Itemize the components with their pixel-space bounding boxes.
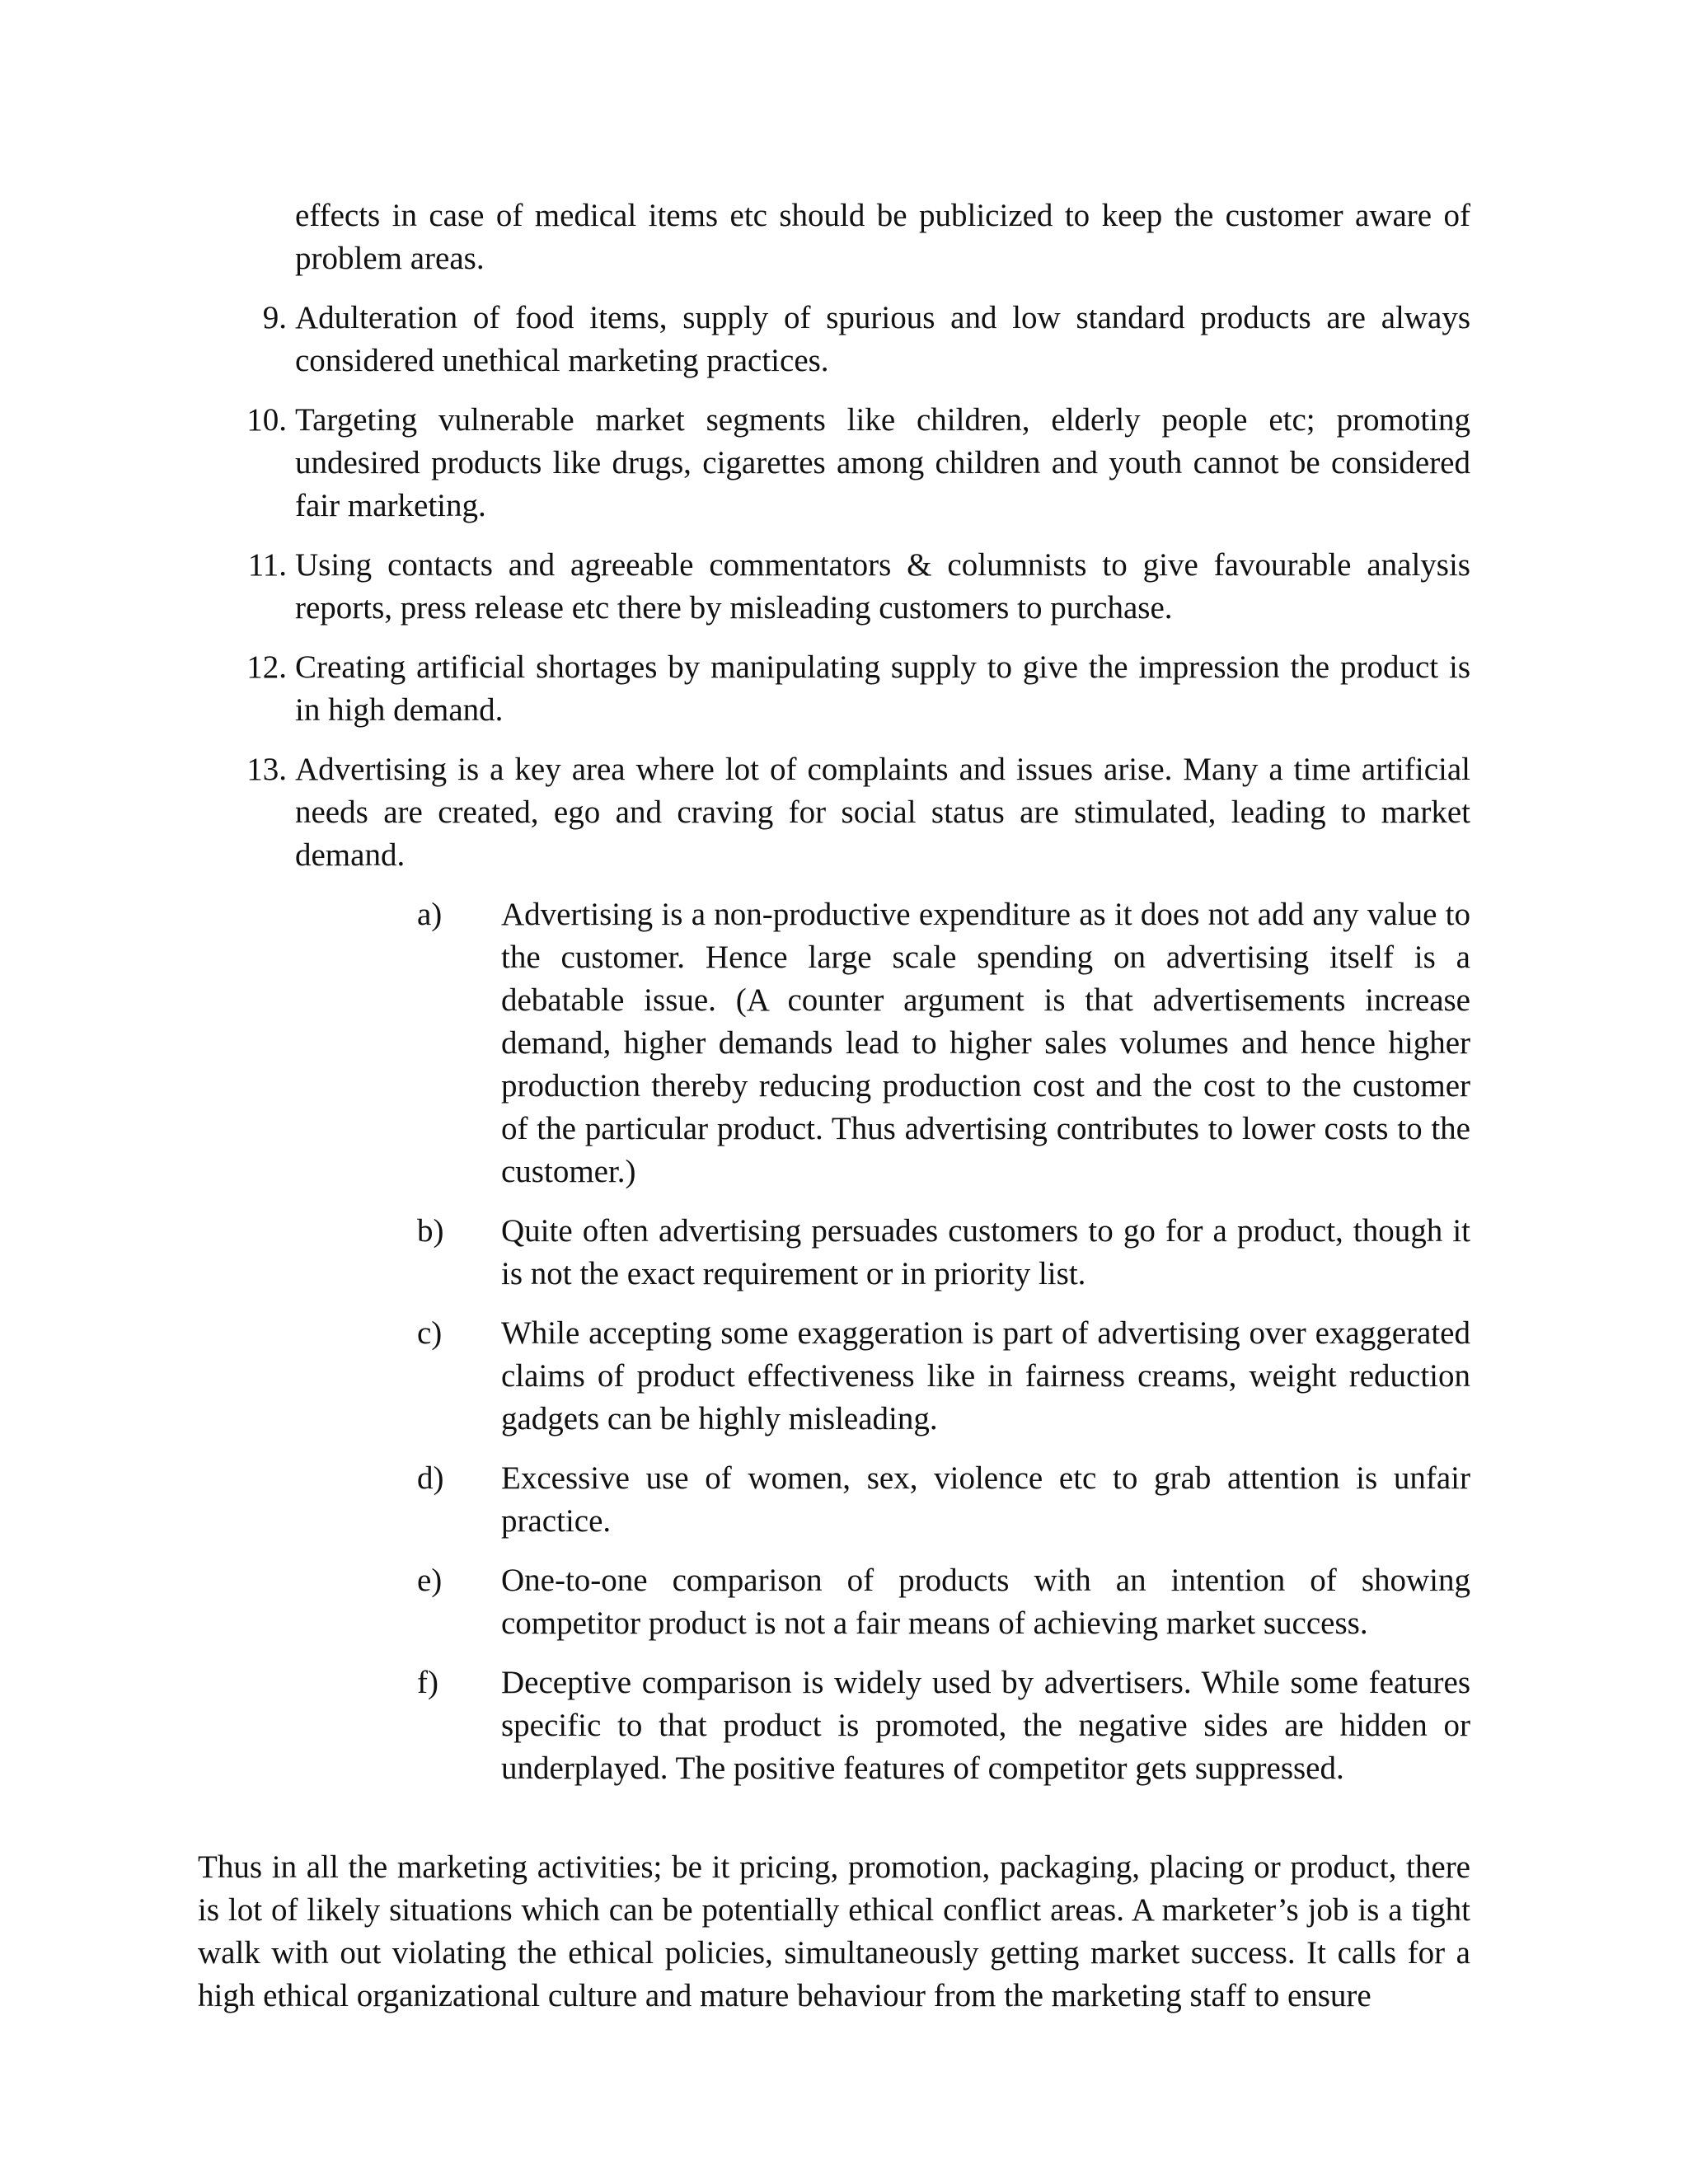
list-item-number: 11.: [247, 547, 287, 583]
sub-item-marker: e): [417, 1563, 443, 1598]
sub-item-text: Advertising is a non-productive expenditure as it does not add any value to the customer. Hence large scale spending on advertising itself is a debatable issue. (A counter argument is that advertisements increase demand, higher demands lead to higher sales volumes and hence higher production thereby reducing production cost and the cost to the customer of the particular product. Thus advertising contributes to lower costs to the customer.): [501, 897, 1470, 1189]
list-item-text: Using contacts and agreeable commentators & columnists to give favourable analysis reports, press release etc there by misleading customers to purchase.: [295, 547, 1470, 626]
sub-item-text: Deceptive comparison is widely used by advertisers. While some features specific to that product is promoted, the negative sides are hidden or underplayed. The positive features of competitor gets suppressed.: [501, 1665, 1470, 1786]
list-item-text: Targeting vulnerable market segments like children, elderly people etc; promoting undesired products like drugs, cigarettes among children and youth cannot be considered fair marketing.: [295, 402, 1470, 523]
sub-list-item: [295, 1210, 1470, 1296]
list-item-advertising: [198, 748, 1470, 1790]
sub-item-marker: c): [417, 1315, 443, 1351]
list-item-number: 13.: [246, 752, 287, 787]
list-item-text: Advertising is a key area where lot of complaints and issues arise. Many a time artificial needs are created, ego and craving for social status are stimulated, leading to market demand.: [295, 752, 1470, 873]
list-item: [198, 646, 1470, 732]
sub-item-marker: d): [417, 1460, 444, 1496]
list-item: [198, 399, 1470, 527]
sub-list-item: [295, 1457, 1470, 1543]
sub-list-item: [295, 1559, 1470, 1645]
list-item: [198, 544, 1470, 630]
sub-item-text: Excessive use of women, sex, violence etc to grab attention is unfair practice.: [501, 1460, 1470, 1539]
page-content: [198, 194, 1470, 2018]
list-item: [198, 297, 1470, 382]
continued-paragraph: effects in case of medical items etc should be publicized to keep the customer aware of problem areas.: [295, 198, 1470, 276]
list-item-number: 10.: [246, 402, 287, 438]
sub-item-text: While accepting some exaggeration is part of advertising over exaggerated claims of product effectiveness like in fairness creams, weight reduction gadgets can be highly misleading.: [501, 1315, 1470, 1436]
list-item-text: Creating artificial shortages by manipulating supply to give the impression the product is in high demand.: [295, 649, 1470, 728]
sub-item-text: Quite often advertising persuades customers to go for a product, though it is not the exact requirement or in priority list.: [501, 1213, 1470, 1291]
sub-item-marker: a): [417, 897, 443, 932]
conclusion-paragraph: Thus in all the marketing activities; be it pricing, promotion, packaging, placing or product, there is lot of likely situations which can be potentially ethical conflict areas. A marketer’s job is a tight walk with out violating the ethical policies, simultaneously getting market success. It calls for a high ethical organizational culture and mature behaviour from the marketing staff to ensure: [198, 1849, 1470, 2013]
sub-item-marker: b): [417, 1213, 444, 1249]
sub-list-item: [295, 1312, 1470, 1441]
numbered-list: [198, 297, 1470, 1790]
sub-item-text: One-to-one comparison of products with an intention of showing competitor product is not a fair means of achieving market success.: [501, 1563, 1470, 1641]
sub-list-item: [295, 1661, 1470, 1790]
sub-list: [295, 893, 1470, 1790]
list-item-number: 9.: [262, 300, 287, 335]
list-item-text: Adulteration of food items, supply of spurious and low standard products are always considered unethical marketing practices.: [295, 300, 1470, 378]
list-item-number: 12.: [246, 649, 287, 685]
sub-item-marker: f): [417, 1665, 438, 1700]
sub-list-item: [295, 893, 1470, 1193]
